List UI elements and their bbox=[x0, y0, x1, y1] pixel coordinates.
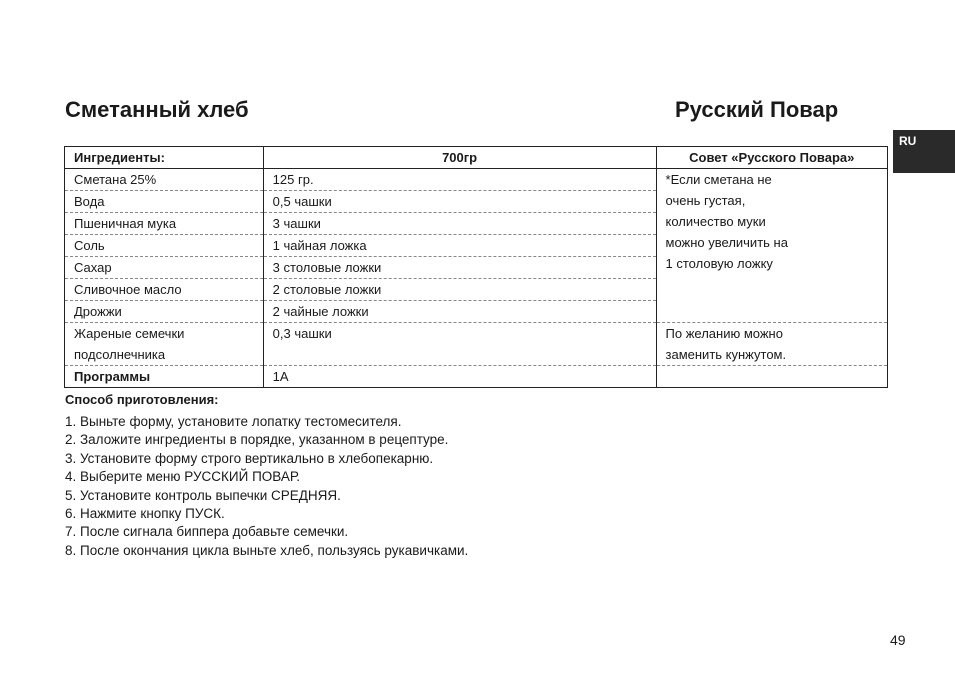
table-row-seeds bbox=[65, 323, 888, 366]
ingredient-name: Вода bbox=[65, 191, 264, 213]
recipe-title: Сметанный хлеб bbox=[65, 97, 249, 122]
ingredient-amount: 0,5 чашки bbox=[263, 191, 656, 213]
ingredient-name: Сливочное масло bbox=[65, 279, 264, 301]
ingredient-name: Сахар bbox=[65, 257, 264, 279]
ingredient-amount: 2 столовые ложки bbox=[263, 279, 656, 301]
ingredient-amount: 125 гр. bbox=[263, 169, 656, 191]
advice-line: *Если сметана не bbox=[665, 172, 772, 187]
method-steps bbox=[65, 413, 468, 560]
ingredient-name: Пшеничная мука bbox=[65, 213, 264, 235]
program-value: 1А bbox=[263, 366, 656, 388]
method-step: 7. После сигнала биппера добавьте семечки. bbox=[65, 524, 349, 540]
program-label: Программы bbox=[65, 366, 264, 388]
method-step: 4. Выберите меню РУССКИЙ ПОВАР. bbox=[65, 469, 301, 485]
table-header-row bbox=[65, 147, 888, 169]
ingredient-name bbox=[65, 323, 264, 366]
header-advice: Совет «Русского Повара» bbox=[656, 147, 887, 169]
method-title: Способ приготовления: bbox=[65, 392, 219, 407]
method-step: 2. Заложите ингредиенты в порядке, указанном в рецептуре. bbox=[65, 432, 449, 448]
ingredient-name: Сметана 25% bbox=[65, 169, 264, 191]
ingredient-amount: 3 чашки bbox=[263, 213, 656, 235]
seeds-advice-cell bbox=[656, 323, 887, 366]
method-step: 3. Установите форму строго вертикально в хлебопекарню. bbox=[65, 450, 434, 466]
ingredient-amount: 0,3 чашки bbox=[263, 323, 656, 366]
table-row bbox=[65, 169, 888, 191]
header-ingredients: Ингредиенты: bbox=[65, 147, 264, 169]
advice-line: количество муки bbox=[665, 214, 766, 229]
advice-line: заменить кунжутом. bbox=[665, 347, 787, 362]
recipe-table bbox=[64, 146, 888, 388]
program-advice bbox=[656, 366, 887, 388]
method-step: 6. Нажмите кнопку ПУСК. bbox=[65, 506, 225, 522]
advice-line: можно увеличить на bbox=[665, 235, 788, 250]
advice-line: очень густая, bbox=[665, 193, 746, 208]
table-row-program bbox=[65, 366, 888, 388]
advice-line: По желанию можно bbox=[665, 326, 783, 341]
advice-line: 1 столовую ложку bbox=[665, 256, 773, 271]
ingredient-amount: 3 столовые ложки bbox=[263, 257, 656, 279]
seeds-name-line: Жареные семечки bbox=[74, 326, 185, 341]
advice-cell bbox=[656, 169, 887, 323]
ingredient-amount: 1 чайная ложка bbox=[263, 235, 656, 257]
method-step: 5. Установите контроль выпечки СРЕДНЯЯ. bbox=[65, 487, 341, 503]
brand-title: Русский Повар bbox=[675, 97, 839, 122]
page-number: 49 bbox=[890, 632, 906, 648]
header-weight: 700гр bbox=[263, 147, 656, 169]
ingredient-name: Дрожжи bbox=[65, 301, 264, 323]
method-step: 1. Выньте форму, установите лопатку тестомесителя. bbox=[65, 414, 402, 429]
ingredient-amount: 2 чайные ложки bbox=[263, 301, 656, 323]
seeds-name-line: подсолнечника bbox=[74, 347, 166, 362]
ingredient-name: Соль bbox=[65, 235, 264, 257]
language-tab: RU bbox=[893, 130, 955, 173]
method-step: 8. После окончания цикла выньте хлеб, пользуясь рукавичками. bbox=[65, 542, 469, 558]
